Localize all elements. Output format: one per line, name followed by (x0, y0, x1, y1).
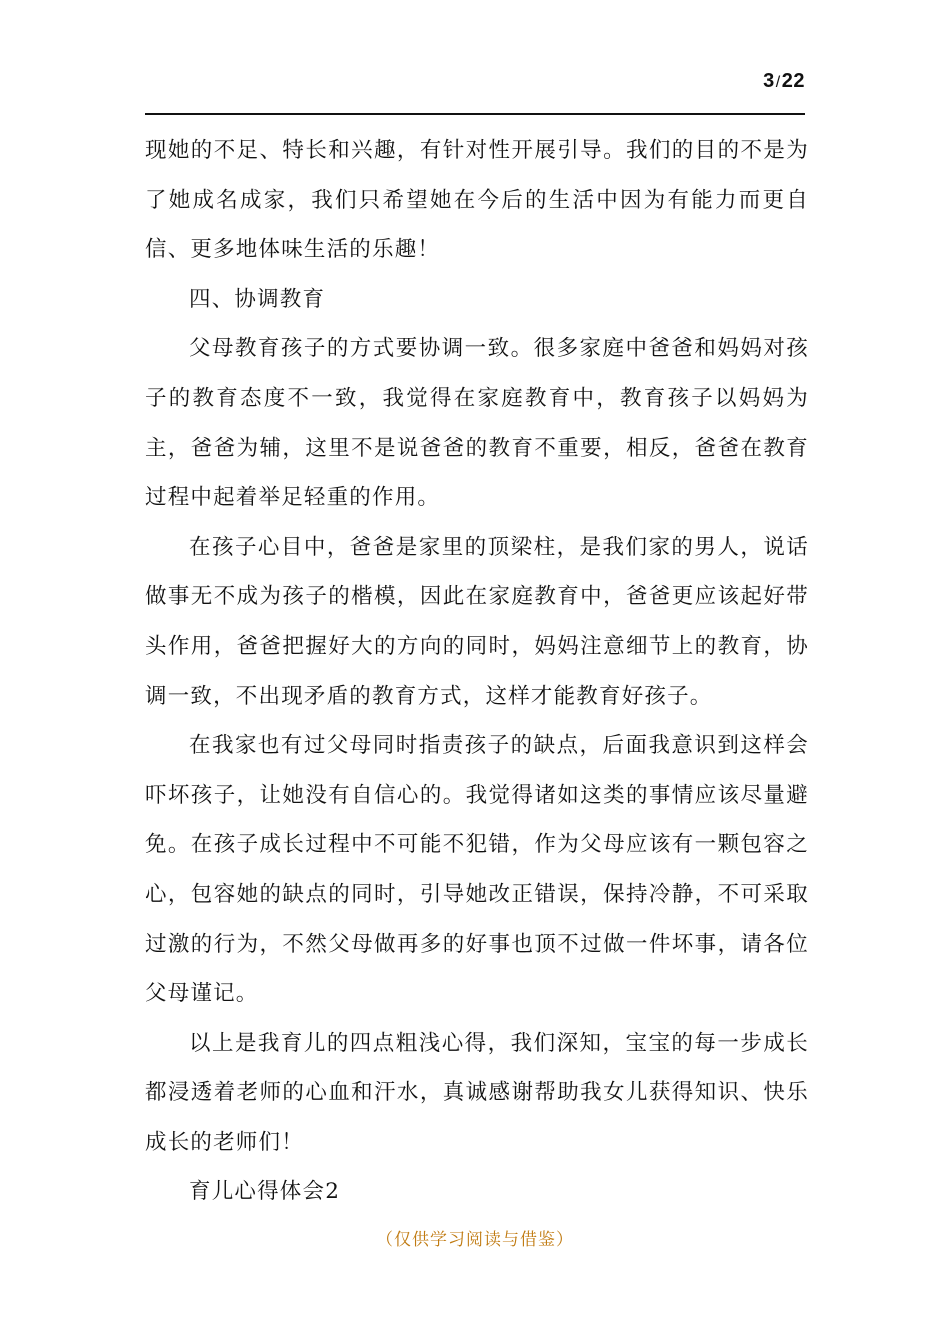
page-number-separator: / (775, 74, 781, 91)
paragraph-continuation: 现她的不足、特长和兴趣，有针对性开展引导。我们的目的不是为了她成名成家，我们只希望她在今后的生活中因为有能力而更自信、更多地体味生活的乐趣！ (145, 138, 809, 263)
paragraph-conclusion: 以上是我育儿的四点粗浅心得，我们深知，宝宝的每一步成长都浸透着老师的心血和汗水，真诚感谢帮助我女儿获得知识、快乐成长的老师们！ (145, 1030, 809, 1155)
paragraph-father-role: 在孩子心目中，爸爸是家里的顶梁柱，是我们家的男人，说话做事无不成为孩子的楷模，因此在家庭教育中，爸爸更应该起好带头作用，爸爸把握好大的方向的同时，妈妈注意细节上的教育，协调一致，不出现矛盾的教育方式，这样才能教育好孩子。 (145, 534, 809, 709)
page-number-total: 22 (781, 70, 805, 92)
paragraph-coordinated-parenting: 父母教育孩子的方式要协调一致。很多家庭中爸爸和妈妈对孩子的教育态度不一致，我觉得在家庭教育中，教育孩子以妈妈为主，爸爸为辅，这里不是说爸爸的教育不重要，相反，爸爸在教育过程中起着举足轻重的作用。 (145, 336, 809, 511)
header-rule (145, 113, 805, 115)
document-body (145, 126, 809, 1217)
page-number (763, 70, 805, 93)
section-title-parenting-experience-2: 育儿心得体会2 (189, 1179, 341, 1205)
footer-disclaimer: （仅供学习阅读与借鉴） (376, 1230, 574, 1250)
paragraph-avoid-blame: 在我家也有过父母同时指责孩子的缺点，后面我意识到这样会吓坏孩子，让她没有自信心的。我觉得诸如这类的事情应该尽量避免。在孩子成长过程中不可能不犯错，作为父母应该有一颗包容之心，包容她的缺点的同时，引导她改正错误，保持冷静，不可采取过激的行为，不然父母做再多的好事也顶不过做一件坏事，请各位父母谨记。 (145, 733, 809, 1007)
section-heading-coordinated-education: 四、协调教育 (189, 286, 326, 312)
page-number-current: 3 (763, 70, 775, 92)
